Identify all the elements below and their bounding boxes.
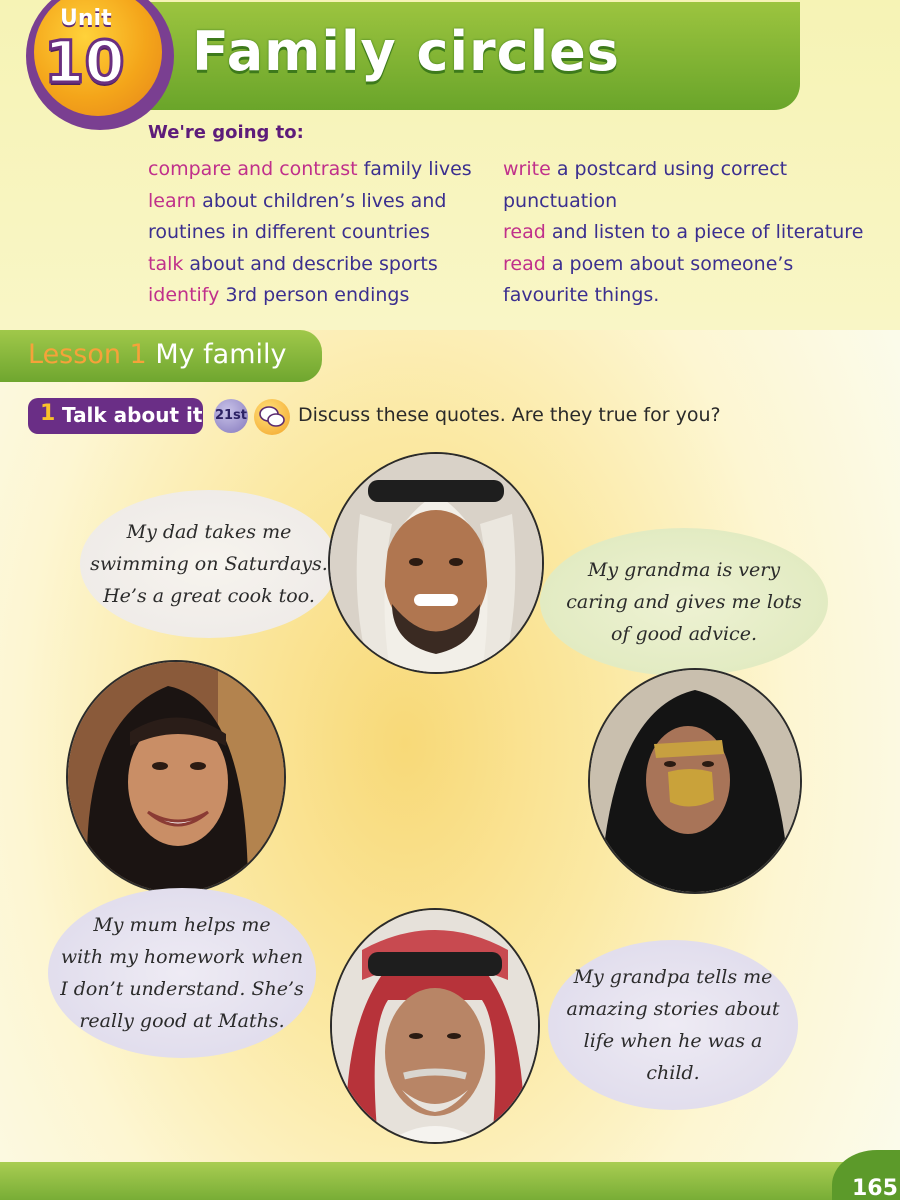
goal-item xyxy=(148,249,488,281)
photo-grandpa xyxy=(330,908,540,1144)
goal-item xyxy=(503,217,893,249)
quote-line: My grandpa tells me xyxy=(573,966,773,988)
quote-bubble-mum xyxy=(48,888,316,1058)
photo-dad xyxy=(328,452,544,674)
goal-item xyxy=(148,186,488,218)
goal-item xyxy=(503,280,893,312)
quote-line: amazing stories about xyxy=(566,998,780,1020)
goal-keyword: identify xyxy=(148,284,220,306)
quote-line: My mum helps me xyxy=(93,914,271,936)
goals-heading: We're going to: xyxy=(148,122,304,143)
goal-text: a poem about someone’s xyxy=(545,252,794,275)
photo-mum xyxy=(66,660,286,894)
quote-line: life when he was a xyxy=(583,1030,763,1052)
goal-keyword: write xyxy=(503,158,551,180)
quote-line: My grandma is very xyxy=(587,559,781,581)
goal-keyword: learn xyxy=(148,189,197,212)
goal-keyword: read xyxy=(503,252,546,275)
quote-bubble-dad xyxy=(80,490,338,638)
quote-line: really good at Maths. xyxy=(79,1010,285,1032)
footer-bar xyxy=(0,1162,900,1200)
goal-keyword: talk xyxy=(148,252,184,275)
quote-line: My dad takes me xyxy=(126,521,292,543)
unit-number: 10 xyxy=(44,28,125,96)
goal-item xyxy=(503,154,893,186)
quote-line: with my homework when xyxy=(60,946,304,968)
goal-keyword: compare and contrast xyxy=(148,158,358,180)
goal-text: about and describe sports xyxy=(183,252,438,275)
quote-line: He’s a great cook too. xyxy=(103,585,315,607)
goal-text: about children’s lives and xyxy=(196,189,447,212)
goal-text: routines in different countries xyxy=(148,221,430,243)
goal-text: and listen to a piece of literature xyxy=(545,221,864,243)
quote-line: child. xyxy=(646,1062,700,1084)
goal-text: 3rd person endings xyxy=(219,284,410,306)
lesson-heading xyxy=(28,339,287,370)
lesson-number: Lesson 1 xyxy=(28,339,147,370)
page-title: Family circles xyxy=(192,20,620,83)
goals-right-column xyxy=(503,154,893,312)
goal-item xyxy=(148,154,488,186)
goal-item xyxy=(148,217,488,249)
quote-line: I don’t understand. She’s xyxy=(60,978,304,1000)
activity-label: Talk about it xyxy=(62,403,203,427)
page-number: 165 xyxy=(852,1176,898,1200)
goal-text: a postcard using correct xyxy=(550,158,788,180)
activity-number: 1 xyxy=(40,401,56,426)
goal-keyword: read xyxy=(503,221,546,243)
quote-line: of good advice. xyxy=(611,623,757,645)
21st-century-skills-icon: 21st xyxy=(214,399,248,433)
speech-bubbles-icon xyxy=(254,399,290,435)
goal-text: family lives xyxy=(357,158,472,180)
goal-text: punctuation xyxy=(503,189,618,212)
lesson-title: My family xyxy=(155,339,287,370)
goals-left-column xyxy=(148,154,488,312)
unit-label: Unit xyxy=(60,6,112,31)
goal-text: favourite things. xyxy=(503,284,660,306)
goal-item xyxy=(148,280,488,312)
quote-line: caring and gives me lots xyxy=(566,591,802,613)
goal-item xyxy=(503,249,893,281)
photo-grandma xyxy=(588,668,802,894)
quote-line: swimming on Saturdays. xyxy=(90,553,328,575)
quote-bubble-grandpa xyxy=(548,940,798,1110)
quote-bubble-grandma xyxy=(540,528,828,676)
goal-item xyxy=(503,186,893,218)
activity-instruction: Discuss these quotes. Are they true for you? xyxy=(298,404,721,426)
